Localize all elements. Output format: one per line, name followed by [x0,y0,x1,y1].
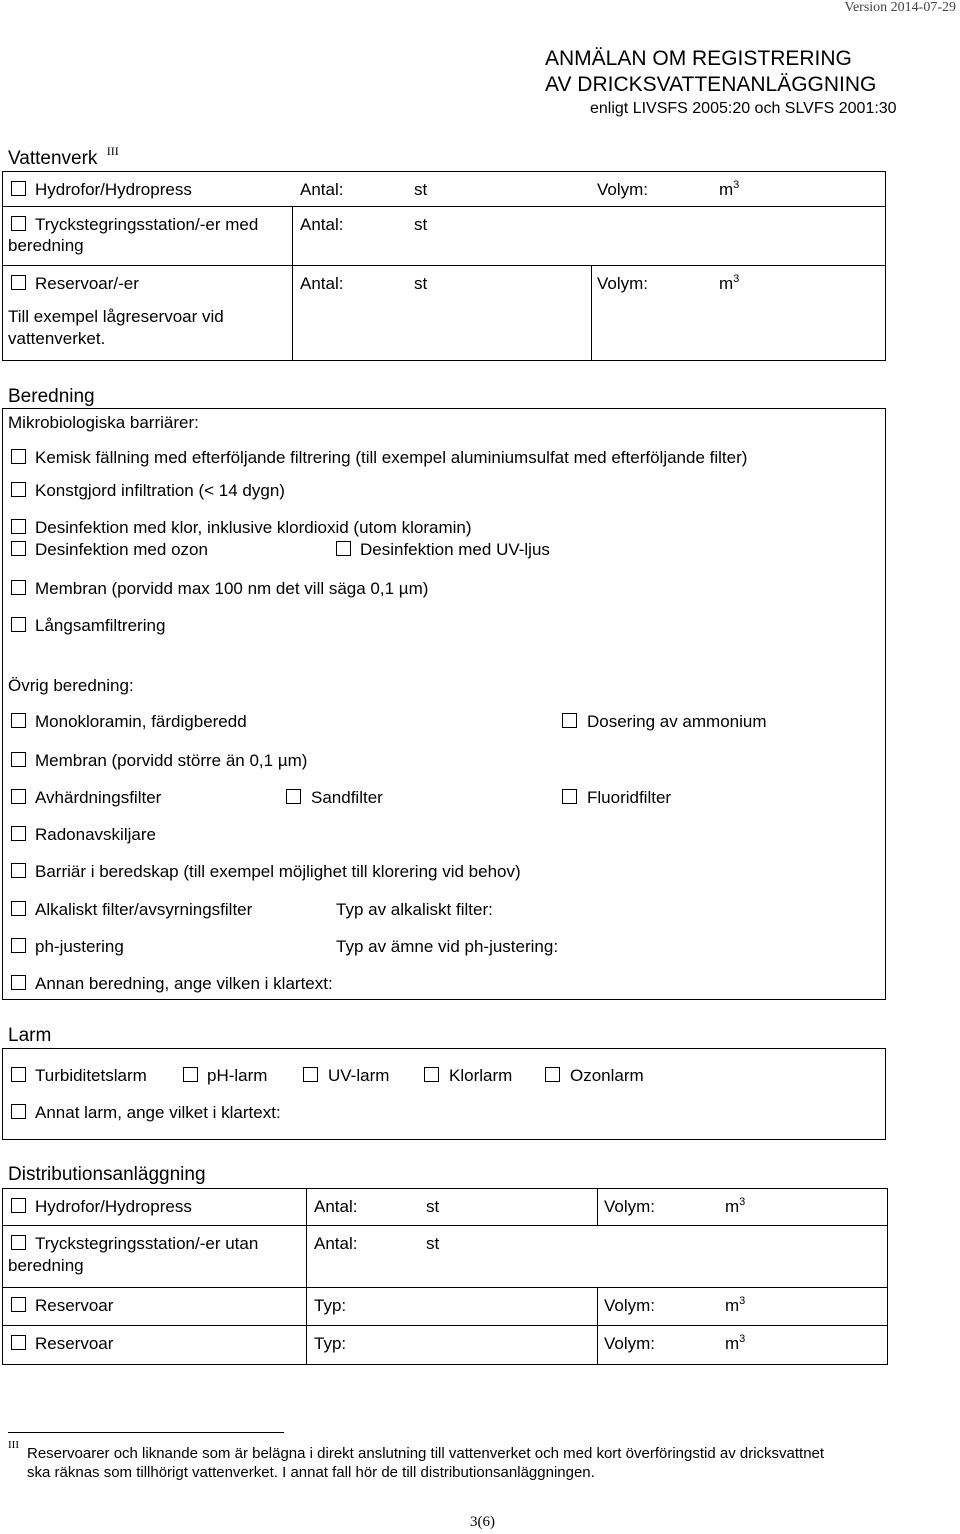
dist-tryckstegring-checkbox[interactable] [11,1235,26,1250]
dosering-label: Dosering av ammonium [587,712,767,731]
tryckstegring-label: Tryckstegringsstation/-er med [35,215,259,234]
ph-larm-label: pH-larm [207,1066,268,1085]
ph-justering-checkbox[interactable] [11,938,26,953]
reservoar-label: Reservoar/-er [35,274,139,293]
langsam-checkbox[interactable] [11,617,26,632]
langsam-label: Långsamfiltrering [35,616,166,635]
beredning-heading: Beredning [8,386,95,407]
uv-larm-label: UV-larm [328,1066,390,1085]
table-divider [306,1188,307,1365]
ph-larm-checkbox[interactable] [183,1067,198,1082]
table-divider [597,1287,598,1365]
st-unit: st [414,274,428,293]
page-number: 3(6) [470,1514,495,1530]
m3-unit: $m^3$ [719,273,740,293]
monokloramin-label: Monokloramin, färdigberedd [35,712,247,731]
st-unit: st [426,1197,440,1216]
ozonlarm-label: Ozonlarm [570,1066,644,1085]
uv-label: Desinfektion med UV-ljus [360,540,550,559]
tryckstegring-checkbox[interactable] [11,216,26,231]
st-unit: st [414,215,428,234]
kemisk-label: Kemisk fällning med efterföljande filtrering (till exempel aluminiumsulfat med efterföljande filter) [35,448,748,467]
barriar-label: Barriär i beredskap (till exempel möjlighet till klorering vid behov) [35,862,521,881]
membran2-checkbox[interactable] [11,752,26,767]
table-divider [2,265,886,266]
dist-hydrofor-checkbox[interactable] [11,1198,26,1213]
konstgjord-checkbox[interactable] [11,482,26,497]
klorlarm-label: Klorlarm [449,1066,513,1085]
ph-justering-label: ph-justering [35,937,124,956]
volym-label: Volym: [597,274,649,293]
konstgjord-label: Konstgjord infiltration (< 14 dygn) [35,481,285,500]
antal-label: Antal: [300,215,344,234]
footnote-rule [8,1432,284,1433]
dist-tryckstegring-label: Tryckstegringsstation/-er utan [35,1234,259,1253]
table-divider [2,1325,888,1326]
klor-checkbox[interactable] [11,519,26,534]
table-divider [591,265,592,361]
m3-unit: $m^3$ [725,1295,746,1315]
membran-label: Membran (porvidd max 100 nm det vill säga 0,1 µm) [35,579,429,598]
monokloramin-checkbox[interactable] [11,713,26,728]
membran2-label: Membran (porvidd större än 0,1 µm) [35,751,308,770]
st-unit: st [426,1234,440,1253]
ozon-checkbox[interactable] [11,541,26,556]
footnote-line1: Reservoarer och liknande som är belägna i direkt anslutning till vattenverket och med kort överföringstid av dricksvattnet [27,1445,825,1462]
annan-beredning-checkbox[interactable] [11,975,26,990]
m3-unit: $m^3$ [719,179,740,199]
antal-label: Antal: [300,274,344,293]
antal-label: Antal: [314,1234,358,1253]
fluorid-label: Fluoridfilter [587,788,672,807]
barriar-checkbox[interactable] [11,863,26,878]
volym-label: Volym: [604,1334,656,1353]
table-divider [2,1225,888,1226]
form-title-line2: AV DRICKSVATTENANLÄGGNING [545,73,877,96]
klor-label: Desinfektion med klor, inklusive klordioxid (utom kloramin) [35,518,472,537]
hydrofor-checkbox[interactable] [11,181,26,196]
dist-reservoar-label: Reservoar [35,1296,114,1315]
st-unit: st [414,180,428,199]
annat-larm-label: Annat larm, ange vilket i klartext: [35,1103,281,1122]
table-divider [292,206,293,361]
radon-label: Radonavskiljare [35,825,156,844]
table-divider [597,1188,598,1225]
turbid-checkbox[interactable] [11,1067,26,1082]
micro-barriers-label: Mikrobiologiska barriärer: [8,413,199,432]
uv-checkbox[interactable] [336,541,351,556]
ozonlarm-checkbox[interactable] [545,1067,560,1082]
table-divider [2,206,886,207]
table-divider [2,1287,888,1288]
ozon-label: Desinfektion med ozon [35,540,208,559]
typ-ph-label: Typ av ämne vid ph-justering: [336,937,559,956]
sandfilter-checkbox[interactable] [286,789,301,804]
klorlarm-checkbox[interactable] [424,1067,439,1082]
typ-label: Typ: [314,1334,347,1353]
sandfilter-label: Sandfilter [311,788,383,807]
larm-heading: Larm [8,1025,52,1046]
reservoar-note-2: vattenverket. [8,329,106,348]
volym-label: Volym: [597,180,649,199]
kemisk-checkbox[interactable] [11,449,26,464]
dist-tryckstegring-label-2: beredning [8,1256,84,1275]
avhardning-checkbox[interactable] [11,789,26,804]
dosering-checkbox[interactable] [562,713,577,728]
dist-reservoar2-label: Reservoar [35,1334,114,1353]
alkaliskt-checkbox[interactable] [11,901,26,916]
annan-beredning-label: Annan beredning, ange vilken i klartext: [35,974,333,993]
typ-alkaliskt-label: Typ av alkaliskt filter: [336,900,493,919]
volym-label: Volym: [604,1197,656,1216]
larm-box [2,1048,886,1140]
footnote-line2: ska räknas som tillhörigt vattenverket. I annat fall hör de till distributionsanläggningen. [27,1464,595,1481]
alkaliskt-label: Alkaliskt filter/avsyrningsfilter [35,900,253,919]
hydrofor-label: Hydrofor/Hydropress [35,180,192,199]
annat-larm-checkbox[interactable] [11,1104,26,1119]
vattenverk-heading: Vattenverk $^{III}$ [8,144,119,169]
membran-checkbox[interactable] [11,580,26,595]
form-subtitle: enligt LIVSFS 2005:20 och SLVFS 2001:30 [590,100,897,117]
tryckstegring-label-2: beredning [8,236,84,255]
ovrig-label: Övrig beredning: [8,676,134,695]
distribution-heading: Distributionsanläggning [8,1164,206,1185]
version-label: Version 2014-07-29 [844,0,956,15]
m3-unit: $m^3$ [725,1333,746,1353]
footnote-mark: III [106,144,119,158]
form-title-line1: ANMÄLAN OM REGISTRERING [545,47,852,70]
avhardning-label: Avhärdningsfilter [35,788,162,807]
uv-larm-checkbox[interactable] [303,1067,318,1082]
antal-label: Antal: [300,180,344,199]
volym-label: Volym: [604,1296,656,1315]
m3-unit: $m^3$ [725,1196,746,1216]
reservoar-note-1: Till exempel lågreservoar vid [8,307,224,326]
turbid-label: Turbiditetslarm [35,1066,147,1085]
typ-label: Typ: [314,1296,347,1315]
dist-reservoar-checkbox[interactable] [11,1297,26,1312]
antal-label: Antal: [314,1197,358,1216]
fluorid-checkbox[interactable] [562,789,577,804]
dist-reservoar2-checkbox[interactable] [11,1335,26,1350]
footnote-mark: III [8,1439,19,1451]
reservoar-checkbox[interactable] [11,275,26,290]
radon-checkbox[interactable] [11,826,26,841]
dist-hydrofor-label: Hydrofor/Hydropress [35,1197,192,1216]
